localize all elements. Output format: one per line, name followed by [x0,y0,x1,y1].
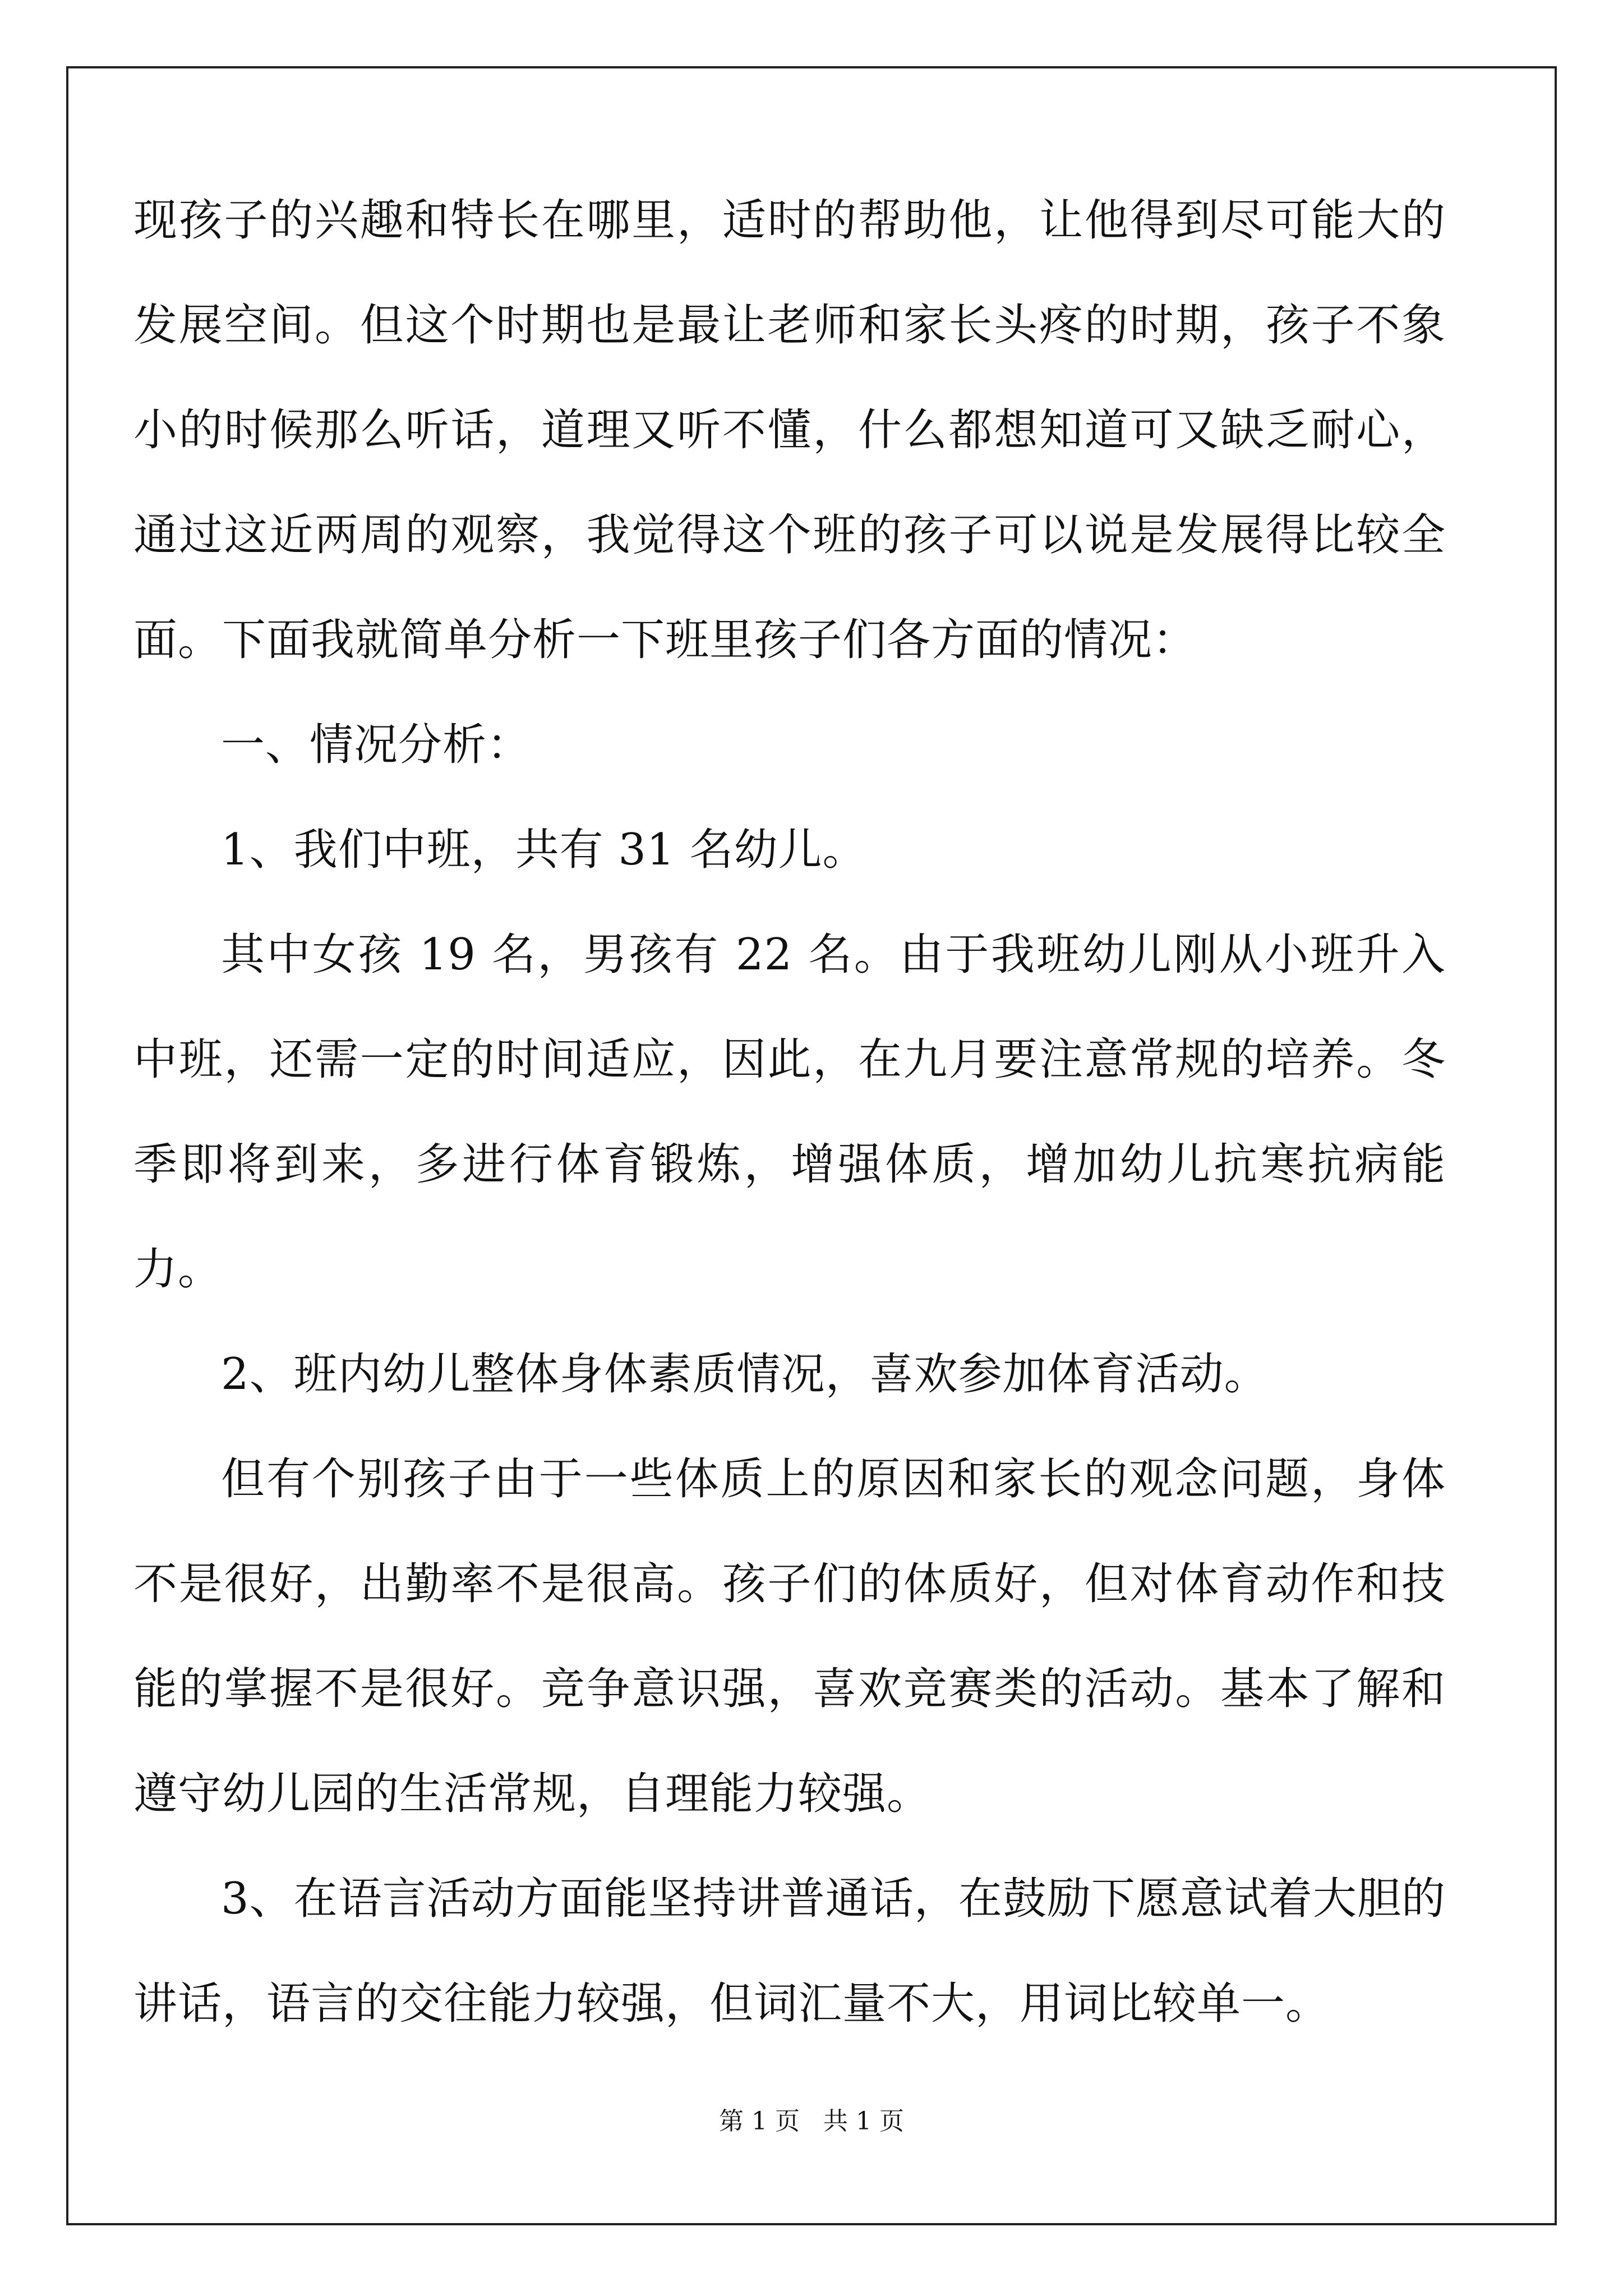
paragraph-item-2: 2、班内幼儿整体身体素质情况，喜欢参加体育活动。 [221,1349,1269,1400]
page-footer: 第 1 页 共 1 页 [719,2107,904,2136]
paragraph-item-1: 1、我们中班，共有 31 名幼儿。 [221,825,867,875]
paragraph-item-3: 3、在语言活动方面能坚持讲普通话，在鼓励下愿意试着大胆的讲话，语言的交往能力较强，但词汇量不大，用词比较单一。 [133,1874,1446,2029]
document-body [133,168,1446,2056]
section-heading: 一、情况分析： [221,720,532,770]
paragraph-2: 其中女孩 19 名，男孩有 22 名。由于我班幼儿刚从小班升入中班，还需一定的时间适应，因此，在九月要注意常规的培养。冬季即将到来，多进行体育锻炼，增强体质，增加幼儿抗寒抗病能力。 [133,930,1446,1295]
paragraph-1: 现孩子的兴趣和特长在哪里，适时的帮助他，让他得到尽可能大的发展空间。但这个时期也是最让老师和家长头疼的时期，孩子不象小的时候那么听话，道理又听不懂，什么都想知道可又缺乏耐心，通过这近两周的观察，我觉得这个班的孩子可以说是发展得比较全面。下面我就简单分析一下班里孩子们各方面的情况： [133,195,1446,665]
paragraph-3: 但有个别孩子由于一些体质上的原因和家长的观念问题，身体不是很好，出勤率不是很高。孩子们的体质好，但对体育动作和技能的掌握不是很好。竞争意识强，喜欢竞赛类的活动。基本了解和遵守幼儿园的生活常规，自理能力较强。 [133,1454,1446,1819]
